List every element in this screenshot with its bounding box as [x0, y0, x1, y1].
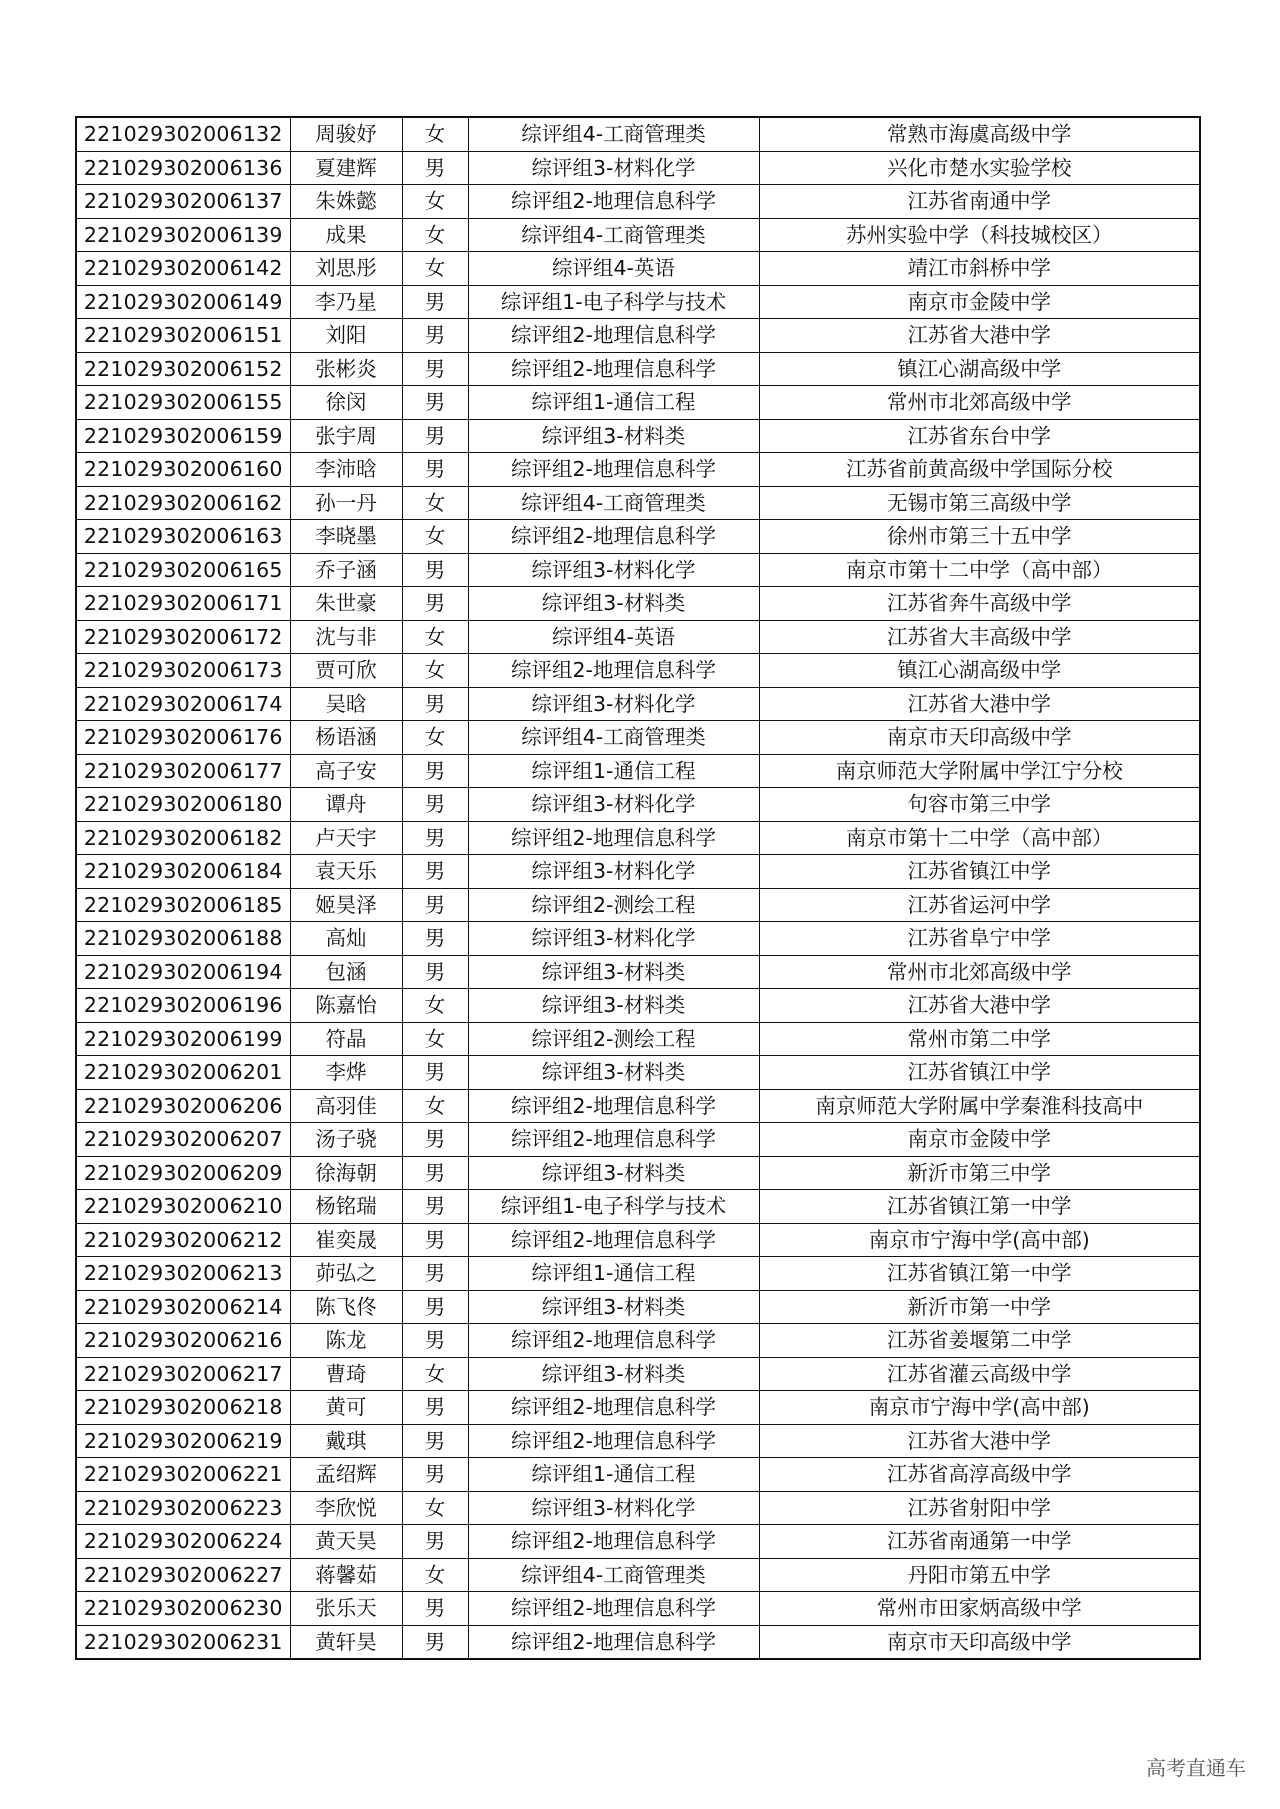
- school-cell: 江苏省南通第一中学: [759, 1525, 1200, 1559]
- name-cell: 李欣悦: [290, 1491, 402, 1525]
- school-cell: 镇江心湖高级中学: [759, 654, 1200, 688]
- school-cell: 江苏省大港中学: [759, 989, 1200, 1023]
- candidate-id-cell: 221029302006132: [76, 117, 290, 151]
- table-row: [76, 721, 1200, 755]
- candidate-id-cell: 221029302006174: [76, 687, 290, 721]
- group-major-cell: 综评组3-材料类: [468, 1056, 759, 1090]
- candidate-id-cell: 221029302006206: [76, 1089, 290, 1123]
- school-cell: 常熟市海虞高级中学: [759, 117, 1200, 151]
- name-cell: 张宇周: [290, 419, 402, 453]
- gender-cell: 男: [402, 955, 468, 989]
- school-cell: 无锡市第三高级中学: [759, 486, 1200, 520]
- group-major-cell: 综评组3-材料化学: [468, 922, 759, 956]
- candidate-id-cell: 221029302006159: [76, 419, 290, 453]
- group-major-cell: 综评组2-地理信息科学: [468, 1324, 759, 1358]
- name-cell: 谭舟: [290, 788, 402, 822]
- gender-cell: 男: [402, 855, 468, 889]
- candidate-id-cell: 221029302006137: [76, 185, 290, 219]
- group-major-cell: 综评组2-地理信息科学: [468, 319, 759, 353]
- group-major-cell: 综评组2-地理信息科学: [468, 654, 759, 688]
- table-row: [76, 888, 1200, 922]
- group-major-cell: 综评组2-地理信息科学: [468, 1391, 759, 1425]
- gender-cell: 女: [402, 1558, 468, 1592]
- candidate-id-cell: 221029302006217: [76, 1357, 290, 1391]
- group-major-cell: 综评组4-工商管理类: [468, 218, 759, 252]
- school-cell: 南京市第十二中学（高中部）: [759, 821, 1200, 855]
- table-row: [76, 1458, 1200, 1492]
- group-major-cell: 综评组2-地理信息科学: [468, 1525, 759, 1559]
- name-cell: 贾可欣: [290, 654, 402, 688]
- group-major-cell: 综评组4-英语: [468, 620, 759, 654]
- group-major-cell: 综评组1-通信工程: [468, 1458, 759, 1492]
- school-cell: 南京师范大学附属中学江宁分校: [759, 754, 1200, 788]
- gender-cell: 女: [402, 654, 468, 688]
- group-major-cell: 综评组4-工商管理类: [468, 117, 759, 151]
- table-row: [76, 654, 1200, 688]
- gender-cell: 女: [402, 1089, 468, 1123]
- table-row: [76, 788, 1200, 822]
- gender-cell: 男: [402, 151, 468, 185]
- group-major-cell: 综评组2-测绘工程: [468, 1022, 759, 1056]
- table-row: [76, 252, 1200, 286]
- school-cell: 江苏省大港中学: [759, 1424, 1200, 1458]
- gender-cell: 男: [402, 1424, 468, 1458]
- name-cell: 崔奕晟: [290, 1223, 402, 1257]
- gender-cell: 男: [402, 687, 468, 721]
- school-cell: 南京师范大学附属中学秦淮科技高中: [759, 1089, 1200, 1123]
- name-cell: 刘阳: [290, 319, 402, 353]
- table-row: [76, 1525, 1200, 1559]
- school-cell: 江苏省南通中学: [759, 185, 1200, 219]
- gender-cell: 女: [402, 620, 468, 654]
- school-cell: 江苏省奔牛高级中学: [759, 587, 1200, 621]
- candidate-id-cell: 221029302006207: [76, 1123, 290, 1157]
- table-row: [76, 419, 1200, 453]
- candidate-id-cell: 221029302006224: [76, 1525, 290, 1559]
- candidate-id-cell: 221029302006230: [76, 1592, 290, 1626]
- table-row: [76, 218, 1200, 252]
- candidate-id-cell: 221029302006194: [76, 955, 290, 989]
- group-major-cell: 综评组3-材料类: [468, 587, 759, 621]
- name-cell: 成果: [290, 218, 402, 252]
- school-cell: 南京市金陵中学: [759, 1123, 1200, 1157]
- school-cell: 江苏省姜堰第二中学: [759, 1324, 1200, 1358]
- group-major-cell: 综评组2-地理信息科学: [468, 1592, 759, 1626]
- table-row: [76, 1290, 1200, 1324]
- gender-cell: 男: [402, 419, 468, 453]
- group-major-cell: 综评组2-地理信息科学: [468, 1625, 759, 1659]
- table-row: [76, 486, 1200, 520]
- gender-cell: 男: [402, 587, 468, 621]
- gender-cell: 男: [402, 1257, 468, 1291]
- group-major-cell: 综评组2-地理信息科学: [468, 453, 759, 487]
- candidate-id-cell: 221029302006188: [76, 922, 290, 956]
- name-cell: 朱姝懿: [290, 185, 402, 219]
- gender-cell: 男: [402, 1056, 468, 1090]
- school-cell: 江苏省镇江中学: [759, 1056, 1200, 1090]
- candidate-id-cell: 221029302006176: [76, 721, 290, 755]
- table-row: [76, 989, 1200, 1023]
- table-row: [76, 1257, 1200, 1291]
- name-cell: 孙一丹: [290, 486, 402, 520]
- group-major-cell: 综评组3-材料类: [468, 1156, 759, 1190]
- group-major-cell: 综评组1-通信工程: [468, 386, 759, 420]
- candidate-id-cell: 221029302006213: [76, 1257, 290, 1291]
- school-cell: 江苏省射阳中学: [759, 1491, 1200, 1525]
- gender-cell: 女: [402, 721, 468, 755]
- table-row: [76, 855, 1200, 889]
- gender-cell: 男: [402, 1324, 468, 1358]
- candidate-id-cell: 221029302006172: [76, 620, 290, 654]
- name-cell: 吴晗: [290, 687, 402, 721]
- gender-cell: 女: [402, 1491, 468, 1525]
- candidate-id-cell: 221029302006185: [76, 888, 290, 922]
- admission-roster-table: [75, 116, 1201, 1660]
- group-major-cell: 综评组1-电子科学与技术: [468, 1190, 759, 1224]
- group-major-cell: 综评组2-地理信息科学: [468, 821, 759, 855]
- name-cell: 黄天昊: [290, 1525, 402, 1559]
- gender-cell: 男: [402, 1592, 468, 1626]
- gender-cell: 女: [402, 185, 468, 219]
- candidate-id-cell: 221029302006142: [76, 252, 290, 286]
- candidate-id-cell: 221029302006155: [76, 386, 290, 420]
- candidate-id-cell: 221029302006160: [76, 453, 290, 487]
- school-cell: 镇江心湖高级中学: [759, 352, 1200, 386]
- candidate-id-cell: 221029302006177: [76, 754, 290, 788]
- group-major-cell: 综评组3-材料类: [468, 1290, 759, 1324]
- group-major-cell: 综评组2-地理信息科学: [468, 1123, 759, 1157]
- school-cell: 常州市第二中学: [759, 1022, 1200, 1056]
- school-cell: 江苏省镇江第一中学: [759, 1257, 1200, 1291]
- gender-cell: 女: [402, 486, 468, 520]
- table-row: [76, 587, 1200, 621]
- name-cell: 刘思彤: [290, 252, 402, 286]
- school-cell: 南京市天印高级中学: [759, 1625, 1200, 1659]
- group-major-cell: 综评组2-地理信息科学: [468, 1089, 759, 1123]
- gender-cell: 男: [402, 1123, 468, 1157]
- name-cell: 卢天宇: [290, 821, 402, 855]
- candidate-id-cell: 221029302006151: [76, 319, 290, 353]
- candidate-id-cell: 221029302006231: [76, 1625, 290, 1659]
- roster-body: [76, 117, 1200, 1659]
- table-row: [76, 1491, 1200, 1525]
- table-row: [76, 821, 1200, 855]
- name-cell: 徐海朝: [290, 1156, 402, 1190]
- candidate-id-cell: 221029302006219: [76, 1424, 290, 1458]
- school-cell: 江苏省运河中学: [759, 888, 1200, 922]
- name-cell: 徐闵: [290, 386, 402, 420]
- table-row: [76, 1223, 1200, 1257]
- table-row: [76, 1156, 1200, 1190]
- group-major-cell: 综评组2-地理信息科学: [468, 1223, 759, 1257]
- group-major-cell: 综评组3-材料类: [468, 419, 759, 453]
- name-cell: 黄轩昊: [290, 1625, 402, 1659]
- candidate-id-cell: 221029302006214: [76, 1290, 290, 1324]
- name-cell: 包涵: [290, 955, 402, 989]
- name-cell: 张彬炎: [290, 352, 402, 386]
- school-cell: 江苏省镇江第一中学: [759, 1190, 1200, 1224]
- candidate-id-cell: 221029302006171: [76, 587, 290, 621]
- school-cell: 南京市第十二中学（高中部）: [759, 553, 1200, 587]
- group-major-cell: 综评组2-地理信息科学: [468, 520, 759, 554]
- gender-cell: 男: [402, 553, 468, 587]
- candidate-id-cell: 221029302006162: [76, 486, 290, 520]
- gender-cell: 女: [402, 1022, 468, 1056]
- gender-cell: 女: [402, 989, 468, 1023]
- group-major-cell: 综评组3-材料类: [468, 989, 759, 1023]
- school-cell: 江苏省大丰高级中学: [759, 620, 1200, 654]
- school-cell: 江苏省镇江中学: [759, 855, 1200, 889]
- gender-cell: 男: [402, 754, 468, 788]
- school-cell: 兴化市楚水实验学校: [759, 151, 1200, 185]
- group-major-cell: 综评组2-地理信息科学: [468, 1424, 759, 1458]
- gender-cell: 男: [402, 888, 468, 922]
- name-cell: 孟绍辉: [290, 1458, 402, 1492]
- name-cell: 陈飞佟: [290, 1290, 402, 1324]
- table-row: [76, 185, 1200, 219]
- school-cell: 江苏省前黄高级中学国际分校: [759, 453, 1200, 487]
- gender-cell: 男: [402, 1525, 468, 1559]
- gender-cell: 女: [402, 252, 468, 286]
- roster-sheet: [75, 116, 1199, 1660]
- candidate-id-cell: 221029302006221: [76, 1458, 290, 1492]
- candidate-id-cell: 221029302006196: [76, 989, 290, 1023]
- group-major-cell: 综评组3-材料化学: [468, 1491, 759, 1525]
- school-cell: 南京市天印高级中学: [759, 721, 1200, 755]
- table-row: [76, 386, 1200, 420]
- group-major-cell: 综评组3-材料化学: [468, 855, 759, 889]
- gender-cell: 男: [402, 386, 468, 420]
- group-major-cell: 综评组1-通信工程: [468, 1257, 759, 1291]
- table-row: [76, 1625, 1200, 1659]
- table-row: [76, 1391, 1200, 1425]
- table-row: [76, 1357, 1200, 1391]
- candidate-id-cell: 221029302006139: [76, 218, 290, 252]
- table-row: [76, 620, 1200, 654]
- table-row: [76, 754, 1200, 788]
- name-cell: 高灿: [290, 922, 402, 956]
- gender-cell: 男: [402, 788, 468, 822]
- name-cell: 高羽佳: [290, 1089, 402, 1123]
- group-major-cell: 综评组4-工商管理类: [468, 1558, 759, 1592]
- school-cell: 苏州实验中学（科技城校区）: [759, 218, 1200, 252]
- group-major-cell: 综评组1-电子科学与技术: [468, 285, 759, 319]
- school-cell: 新沂市第一中学: [759, 1290, 1200, 1324]
- candidate-id-cell: 221029302006223: [76, 1491, 290, 1525]
- table-row: [76, 553, 1200, 587]
- group-major-cell: 综评组3-材料化学: [468, 151, 759, 185]
- school-cell: 江苏省东台中学: [759, 419, 1200, 453]
- gender-cell: 女: [402, 520, 468, 554]
- candidate-id-cell: 221029302006149: [76, 285, 290, 319]
- candidate-id-cell: 221029302006173: [76, 654, 290, 688]
- name-cell: 姬昊泽: [290, 888, 402, 922]
- name-cell: 李烨: [290, 1056, 402, 1090]
- gender-cell: 男: [402, 1190, 468, 1224]
- candidate-id-cell: 221029302006180: [76, 788, 290, 822]
- candidate-id-cell: 221029302006182: [76, 821, 290, 855]
- gender-cell: 男: [402, 285, 468, 319]
- gender-cell: 女: [402, 218, 468, 252]
- school-cell: 新沂市第三中学: [759, 1156, 1200, 1190]
- gender-cell: 女: [402, 1357, 468, 1391]
- candidate-id-cell: 221029302006218: [76, 1391, 290, 1425]
- school-cell: 常州市北郊高级中学: [759, 955, 1200, 989]
- name-cell: 周骏妤: [290, 117, 402, 151]
- school-cell: 江苏省高淳高级中学: [759, 1458, 1200, 1492]
- name-cell: 曹琦: [290, 1357, 402, 1391]
- group-major-cell: 综评组3-材料类: [468, 955, 759, 989]
- name-cell: 杨语涵: [290, 721, 402, 755]
- candidate-id-cell: 221029302006163: [76, 520, 290, 554]
- table-row: [76, 319, 1200, 353]
- name-cell: 乔子涵: [290, 553, 402, 587]
- table-row: [76, 1424, 1200, 1458]
- name-cell: 李晓墨: [290, 520, 402, 554]
- table-row: [76, 1022, 1200, 1056]
- school-cell: 句容市第三中学: [759, 788, 1200, 822]
- school-cell: 常州市田家炳高级中学: [759, 1592, 1200, 1626]
- group-major-cell: 综评组4-工商管理类: [468, 486, 759, 520]
- table-row: [76, 352, 1200, 386]
- name-cell: 陈龙: [290, 1324, 402, 1358]
- name-cell: 黄可: [290, 1391, 402, 1425]
- table-row: [76, 1089, 1200, 1123]
- group-major-cell: 综评组2-测绘工程: [468, 888, 759, 922]
- name-cell: 高子安: [290, 754, 402, 788]
- gender-cell: 男: [402, 922, 468, 956]
- gender-cell: 女: [402, 117, 468, 151]
- school-cell: 徐州市第三十五中学: [759, 520, 1200, 554]
- candidate-id-cell: 221029302006136: [76, 151, 290, 185]
- name-cell: 戴琪: [290, 1424, 402, 1458]
- candidate-id-cell: 221029302006210: [76, 1190, 290, 1224]
- table-row: [76, 687, 1200, 721]
- name-cell: 汤子骁: [290, 1123, 402, 1157]
- school-cell: 南京市金陵中学: [759, 285, 1200, 319]
- group-major-cell: 综评组3-材料化学: [468, 553, 759, 587]
- table-row: [76, 955, 1200, 989]
- name-cell: 蒋馨茹: [290, 1558, 402, 1592]
- group-major-cell: 综评组3-材料化学: [468, 788, 759, 822]
- group-major-cell: 综评组2-地理信息科学: [468, 185, 759, 219]
- table-row: [76, 285, 1200, 319]
- gender-cell: 男: [402, 1391, 468, 1425]
- table-row: [76, 922, 1200, 956]
- candidate-id-cell: 221029302006199: [76, 1022, 290, 1056]
- gender-cell: 男: [402, 1223, 468, 1257]
- school-cell: 丹阳市第五中学: [759, 1558, 1200, 1592]
- school-cell: 江苏省阜宁中学: [759, 922, 1200, 956]
- table-row: [76, 520, 1200, 554]
- table-row: [76, 1558, 1200, 1592]
- name-cell: 符晶: [290, 1022, 402, 1056]
- name-cell: 李乃星: [290, 285, 402, 319]
- gender-cell: 男: [402, 352, 468, 386]
- name-cell: 杨铭瑞: [290, 1190, 402, 1224]
- group-major-cell: 综评组1-通信工程: [468, 754, 759, 788]
- group-major-cell: 综评组4-工商管理类: [468, 721, 759, 755]
- name-cell: 朱世豪: [290, 587, 402, 621]
- school-cell: 江苏省大港中学: [759, 687, 1200, 721]
- candidate-id-cell: 221029302006216: [76, 1324, 290, 1358]
- gender-cell: 男: [402, 821, 468, 855]
- candidate-id-cell: 221029302006184: [76, 855, 290, 889]
- table-row: [76, 151, 1200, 185]
- name-cell: 陈嘉怡: [290, 989, 402, 1023]
- group-major-cell: 综评组2-地理信息科学: [468, 352, 759, 386]
- table-row: [76, 1592, 1200, 1626]
- name-cell: 沈与非: [290, 620, 402, 654]
- school-cell: 常州市北郊高级中学: [759, 386, 1200, 420]
- candidate-id-cell: 221029302006212: [76, 1223, 290, 1257]
- group-major-cell: 综评组4-英语: [468, 252, 759, 286]
- gender-cell: 男: [402, 319, 468, 353]
- gender-cell: 男: [402, 1625, 468, 1659]
- name-cell: 茆弘之: [290, 1257, 402, 1291]
- table-row: [76, 1123, 1200, 1157]
- name-cell: 李沛晗: [290, 453, 402, 487]
- table-row: [76, 117, 1200, 151]
- gender-cell: 男: [402, 1290, 468, 1324]
- school-cell: 靖江市斜桥中学: [759, 252, 1200, 286]
- candidate-id-cell: 221029302006227: [76, 1558, 290, 1592]
- watermark-text: 高考直通车: [1146, 1756, 1246, 1780]
- school-cell: 南京市宁海中学(高中部): [759, 1391, 1200, 1425]
- candidate-id-cell: 221029302006165: [76, 553, 290, 587]
- candidate-id-cell: 221029302006209: [76, 1156, 290, 1190]
- gender-cell: 男: [402, 1156, 468, 1190]
- table-row: [76, 1324, 1200, 1358]
- table-row: [76, 1056, 1200, 1090]
- school-cell: 南京市宁海中学(高中部): [759, 1223, 1200, 1257]
- group-major-cell: 综评组3-材料类: [468, 1357, 759, 1391]
- candidate-id-cell: 221029302006152: [76, 352, 290, 386]
- name-cell: 袁天乐: [290, 855, 402, 889]
- group-major-cell: 综评组3-材料化学: [468, 687, 759, 721]
- gender-cell: 男: [402, 1458, 468, 1492]
- school-cell: 江苏省灌云高级中学: [759, 1357, 1200, 1391]
- school-cell: 江苏省大港中学: [759, 319, 1200, 353]
- name-cell: 张乐天: [290, 1592, 402, 1626]
- table-row: [76, 453, 1200, 487]
- candidate-id-cell: 221029302006201: [76, 1056, 290, 1090]
- table-row: [76, 1190, 1200, 1224]
- gender-cell: 男: [402, 453, 468, 487]
- name-cell: 夏建辉: [290, 151, 402, 185]
